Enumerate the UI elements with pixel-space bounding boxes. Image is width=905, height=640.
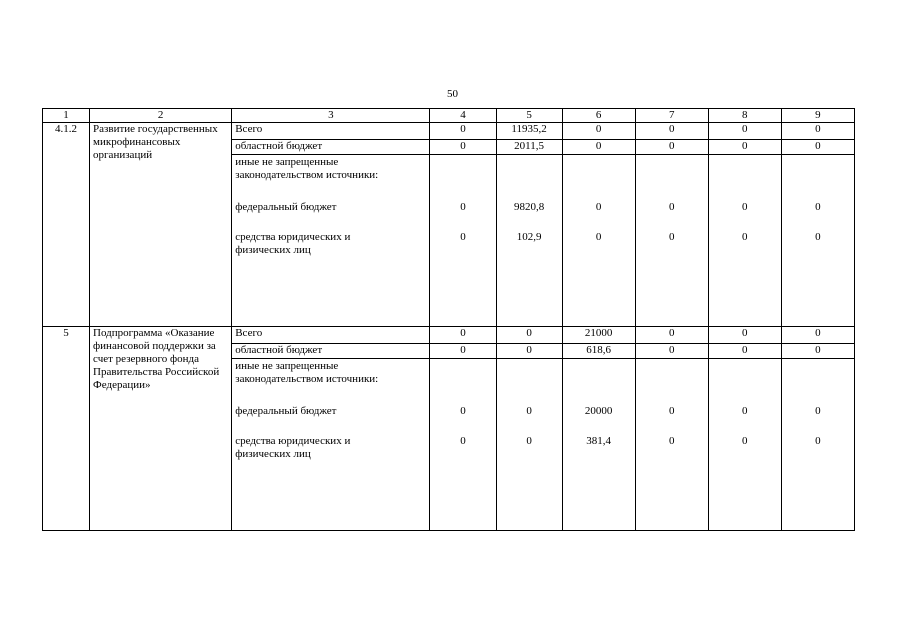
legal-value: 0	[742, 435, 748, 447]
section-name: Развитие государственных микрофинансовых организаций	[90, 123, 232, 327]
other-sources-label: иные не запрещенные законодательством источники:	[235, 360, 379, 385]
section-code: 4.1.2	[43, 123, 90, 327]
value-cell: 0	[430, 344, 496, 359]
legal-label: средства юридических и физических лиц	[235, 435, 351, 460]
section-code: 5	[43, 327, 90, 531]
header-cell: 3	[232, 109, 430, 123]
value-cell	[635, 155, 708, 327]
header-cell: 8	[708, 109, 781, 123]
section-total-row	[43, 327, 855, 344]
section-total-row	[43, 123, 855, 140]
value-cell: 0	[781, 140, 854, 155]
federal-value: 0	[815, 405, 821, 417]
sources-cell	[232, 155, 430, 327]
value-cell	[562, 359, 635, 531]
value-cell	[708, 359, 781, 531]
value-cell: 0	[781, 344, 854, 359]
legal-value: 102,9	[516, 231, 542, 243]
value-cell	[635, 359, 708, 531]
federal-label: федеральный бюджет	[235, 201, 337, 213]
funding-table	[42, 108, 855, 531]
header-row	[43, 109, 855, 123]
header-cell: 4	[430, 109, 496, 123]
value-cell	[562, 155, 635, 327]
section-name: Подпрограмма «Оказание финансовой поддержки за счет резервного фонда Правительства Российской Федерации»	[90, 327, 232, 531]
value-cell: 0	[708, 344, 781, 359]
value-cell: 618,6	[562, 344, 635, 359]
regional-label: областной бюджет	[232, 140, 430, 155]
federal-value: 0	[595, 201, 602, 213]
federal-value: 0	[815, 201, 821, 213]
federal-value: 20000	[584, 405, 613, 417]
other-sources-label: иные не запрещенные законодательством источники:	[235, 156, 379, 181]
page-number: 50	[447, 88, 458, 100]
value-cell: 0	[562, 140, 635, 155]
header-cell: 7	[635, 109, 708, 123]
value-cell: 0	[430, 327, 496, 344]
legal-value: 0	[815, 435, 821, 447]
value-cell: 11935,2	[496, 123, 562, 140]
value-cell: 0	[496, 344, 562, 359]
legal-value: 0	[815, 231, 821, 243]
total-label: Всего	[232, 327, 430, 344]
value-cell: 0	[635, 123, 708, 140]
value-cell: 0	[562, 123, 635, 140]
value-cell	[708, 155, 781, 327]
value-cell	[496, 359, 562, 531]
legal-value: 0	[526, 435, 532, 447]
legal-value: 0	[668, 231, 675, 243]
header-cell: 9	[781, 109, 854, 123]
federal-value: 0	[668, 201, 675, 213]
value-cell	[781, 359, 854, 531]
value-cell: 0	[708, 327, 781, 344]
federal-value: 0	[526, 405, 532, 417]
header-cell: 5	[496, 109, 562, 123]
legal-value: 0	[742, 231, 748, 243]
federal-value: 0	[742, 405, 748, 417]
federal-value: 0	[742, 201, 748, 213]
federal-value: 0	[460, 201, 466, 213]
header-cell: 6	[562, 109, 635, 123]
header-cell: 1	[43, 109, 90, 123]
value-cell: 0	[781, 123, 854, 140]
value-cell: 0	[708, 140, 781, 155]
legal-value: 0	[460, 435, 466, 447]
federal-label: федеральный бюджет	[235, 405, 337, 417]
legal-value: 0	[668, 435, 675, 447]
value-cell: 0	[635, 327, 708, 344]
value-cell	[430, 155, 496, 327]
value-cell	[496, 155, 562, 327]
legal-value: 0	[460, 231, 466, 243]
value-cell: 21000	[562, 327, 635, 344]
legal-value: 381,4	[586, 435, 612, 447]
value-cell: 0	[635, 344, 708, 359]
value-cell: 2011,5	[496, 140, 562, 155]
header-cell: 2	[90, 109, 232, 123]
legal-value: 0	[595, 231, 602, 243]
legal-label: средства юридических и физических лиц	[235, 231, 351, 256]
total-label: Всего	[232, 123, 430, 140]
value-cell: 0	[781, 327, 854, 344]
federal-value: 0	[668, 405, 675, 417]
sources-cell	[232, 359, 430, 531]
value-cell: 0	[430, 140, 496, 155]
regional-label: областной бюджет	[232, 344, 430, 359]
value-cell: 0	[430, 123, 496, 140]
value-cell	[781, 155, 854, 327]
federal-value: 0	[460, 405, 466, 417]
value-cell	[430, 359, 496, 531]
value-cell: 0	[496, 327, 562, 344]
value-cell: 0	[635, 140, 708, 155]
value-cell: 0	[708, 123, 781, 140]
federal-value: 9820,8	[513, 201, 545, 213]
